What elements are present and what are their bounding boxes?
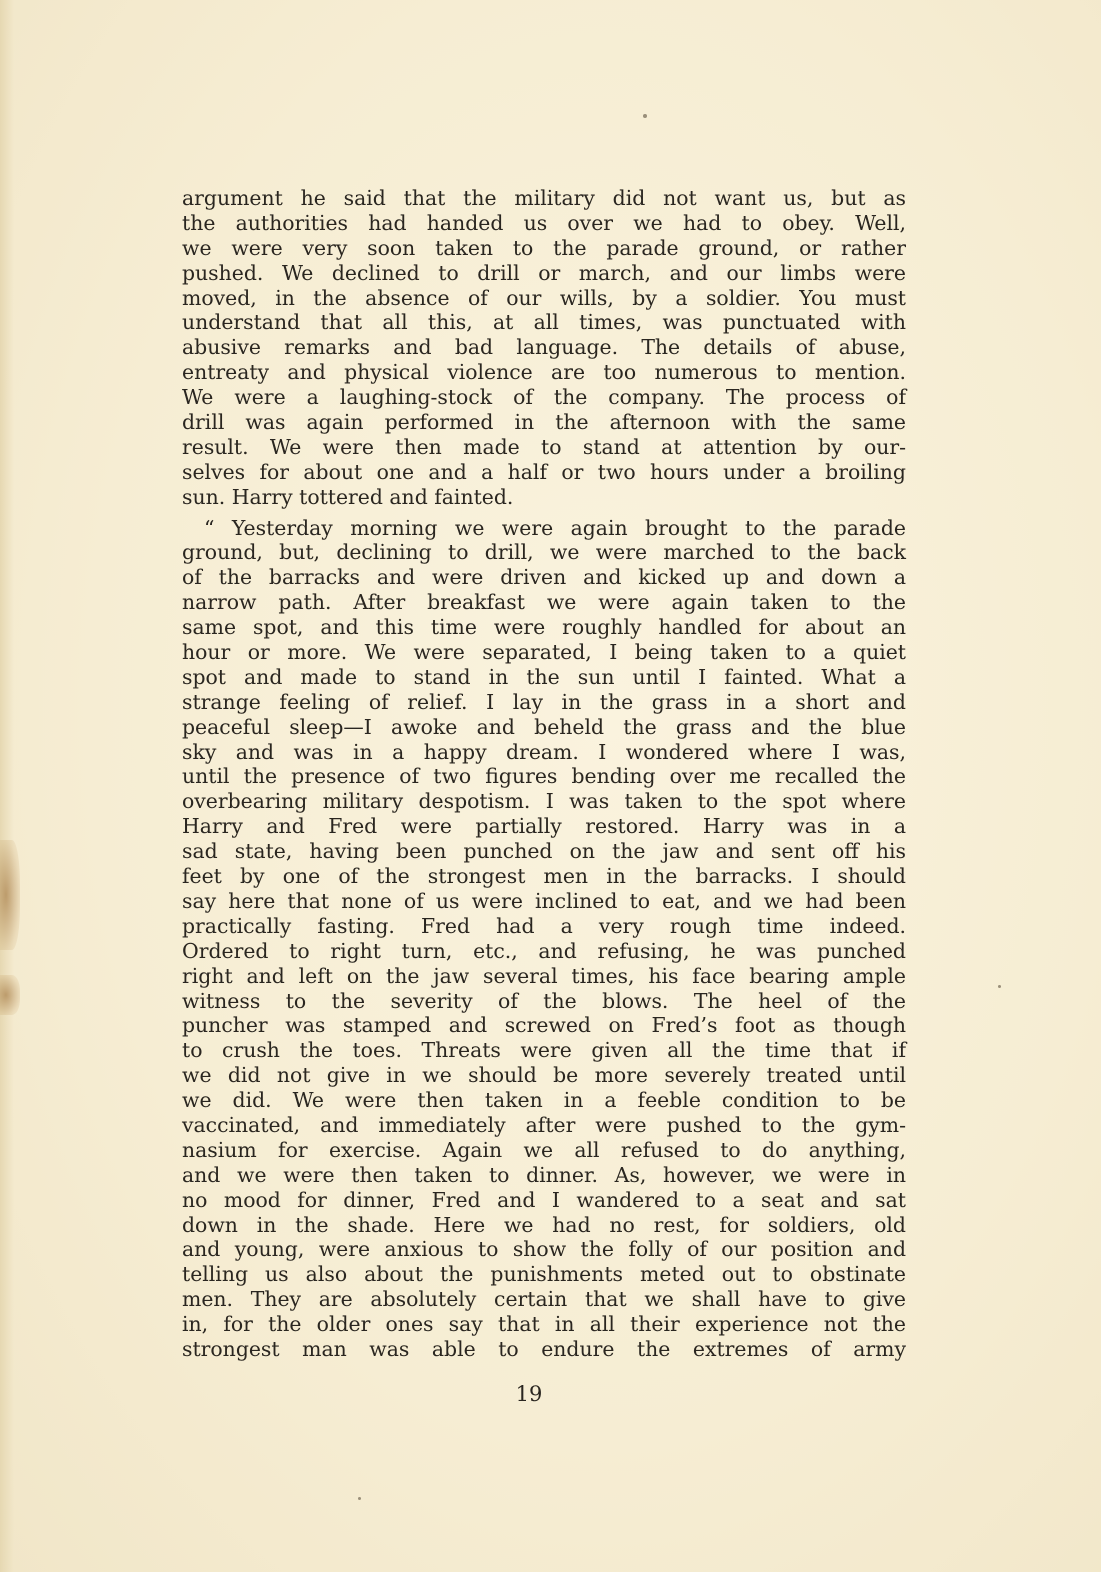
text-line: understand that all this, at all times, was punctuated with [182, 310, 906, 335]
text-line: say here that none of us were inclined to eat, and we had been [182, 888, 906, 913]
text-line: pushed. We declined to drill or march, and our limbs were [182, 260, 906, 285]
text-line: right and left on the jaw several times, his face bearing ample [182, 963, 906, 988]
text-line: selves for about one and a half or two hours under a broiling [182, 459, 906, 484]
text-line: nasium for exercise. Again we all refused to do anything, [182, 1137, 906, 1162]
paper-speck [998, 985, 1001, 988]
text-line: spot and made to stand in the sun until I fainted. What a [182, 664, 906, 689]
text-line: and young, were anxious to show the folly of our position and [182, 1237, 906, 1262]
text-line: Ordered to right turn, etc., and refusing, he was punched [182, 938, 906, 963]
text-line: We were a laughing-stock of the company. The process of [182, 385, 906, 410]
text-line: witness to the severity of the blows. The heel of the [182, 988, 906, 1013]
text-line: entreaty and physical violence are too numerous to mention. [182, 360, 906, 385]
text-line: Harry and Fred were partially restored. Harry was in a [182, 814, 906, 839]
paper-speck [358, 1497, 361, 1500]
text-line: feet by one of the strongest men in the barracks. I should [182, 864, 906, 889]
text-line: peaceful sleep—I awoke and beheld the grass and the blue [182, 714, 906, 739]
page-stain [0, 975, 20, 1015]
text-line: in, for the older ones say that in all their experience not the [182, 1312, 906, 1337]
text-line: narrow path. After breakfast we were again taken to the [182, 590, 906, 615]
text-line: and we were then taken to dinner. As, however, we were in [182, 1162, 906, 1187]
text-line: argument he said that the military did not want us, but as [182, 186, 906, 210]
text-line: down in the shade. Here we had no rest, for soldiers, old [182, 1212, 906, 1237]
text-line: sun. Harry tottered and fainted. [182, 484, 514, 509]
text-line: moved, in the absence of our wills, by a soldier. You must [182, 285, 906, 310]
text-line: of the barracks and were driven and kicked up and down a [182, 565, 906, 590]
page-stain [0, 840, 20, 950]
text-line: the authorities had handed us over we had to obey. Well, [182, 210, 906, 235]
text-line: telling us also about the punishments meted out to obstinate [182, 1262, 906, 1287]
body-text [182, 186, 906, 1362]
text-line: strongest man was able to endure the extremes of army [182, 1336, 906, 1361]
text-line: drill was again performed in the afternoon with the same [182, 410, 906, 435]
text-line: result. We were then made to stand at attention by our- [182, 434, 906, 459]
paragraph-2 [182, 516, 906, 1362]
text-line: overbearing military despotism. I was taken to the spot where [182, 789, 906, 814]
text-line: we did not give in we should be more severely treated until [182, 1063, 906, 1088]
text-line: hour or more. We were separated, I being taken to a quiet [182, 640, 906, 665]
text-line: sky and was in a happy dream. I wondered where I was, [182, 739, 906, 764]
paragraph-1 [182, 186, 906, 510]
paper-speck [643, 114, 647, 118]
text-line: same spot, and this time were roughly handled for about an [182, 615, 906, 640]
text-line: puncher was stamped and screwed on Fred’s foot as though [182, 1013, 906, 1038]
text-line: until the presence of two figures bending over me recalled the [182, 764, 906, 789]
text-line: we did. We were then taken in a feeble condition to be [182, 1088, 906, 1113]
text-line: sad state, having been punched on the jaw and sent off his [182, 839, 906, 864]
text-line: we were very soon taken to the parade ground, or rather [182, 235, 906, 260]
text-line: ground, but, declining to drill, we were marched to the back [182, 540, 906, 565]
page-gutter-shadow [0, 0, 14, 1572]
page-number: 19 [515, 1382, 543, 1406]
text-line: “ Yesterday morning we were again brought to the parade [204, 515, 906, 540]
text-line: abusive remarks and bad language. The details of abuse, [182, 335, 906, 360]
text-line: men. They are absolutely certain that we shall have to give [182, 1287, 906, 1312]
text-line: practically fasting. Fred had a very rough time indeed. [182, 913, 906, 938]
text-line: no mood for dinner, Fred and I wandered to a seat and sat [182, 1187, 906, 1212]
text-line: strange feeling of relief. I lay in the grass in a short and [182, 689, 906, 714]
text-line: to crush the toes. Threats were given all the time that if [182, 1038, 906, 1063]
text-line: vaccinated, and immediately after were pushed to the gym- [182, 1112, 906, 1137]
